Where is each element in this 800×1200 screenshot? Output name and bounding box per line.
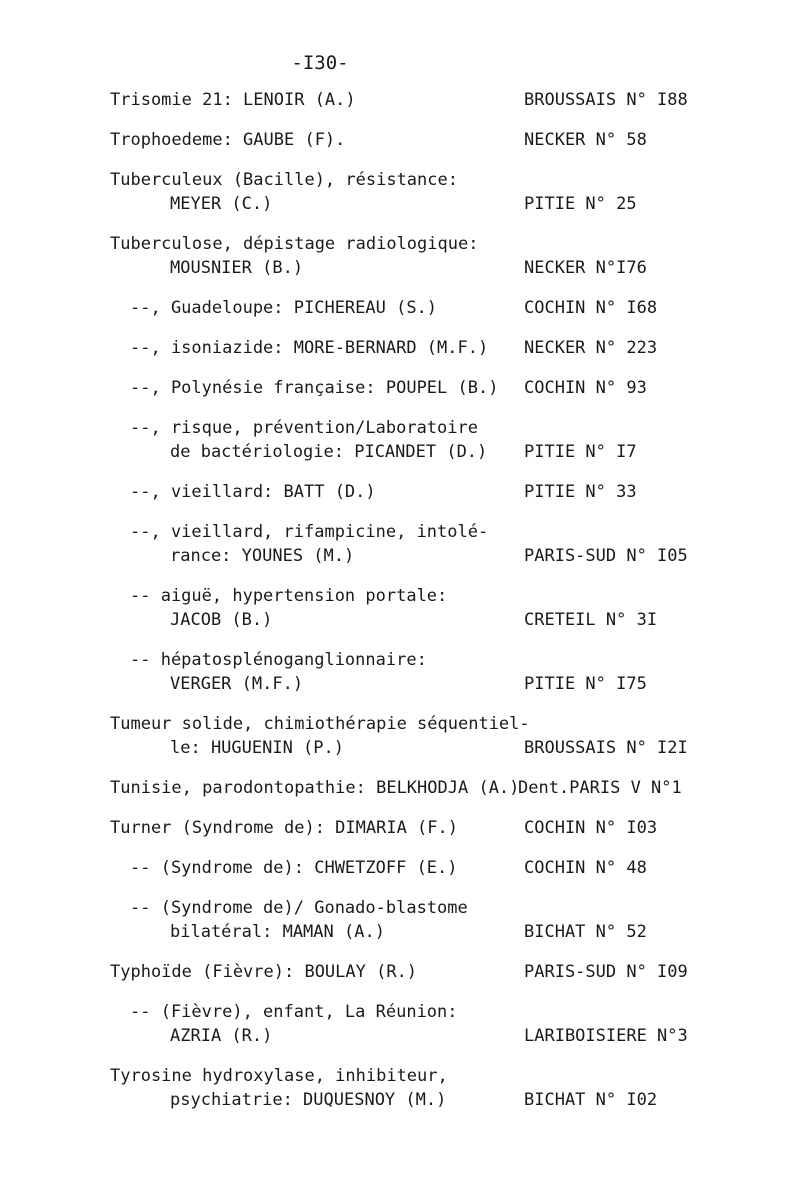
entry-text: Turner (Syndrome de): DIMARIA (F.) (110, 818, 458, 838)
index-entry (110, 376, 710, 400)
index-entry (110, 128, 710, 152)
index-entry (110, 88, 710, 112)
entry-reference: COCHIN N° I03 (524, 818, 658, 838)
entry-text: Trophoedeme: GAUBE (F). (110, 130, 346, 150)
entry-reference: PITIE N° I75 (524, 674, 647, 694)
entry-text: psychiatrie: DUQUESNOY (M.) (170, 1090, 447, 1110)
entry-reference: COCHIN N° I68 (524, 298, 658, 318)
entry-text: JACOB (B.) (170, 610, 273, 630)
entry-reference: COCHIN N° 48 (524, 858, 647, 878)
entry-text: --, risque, prévention/Laboratoire (130, 418, 478, 438)
index-entry (110, 416, 710, 464)
page-number: -I30- (291, 52, 349, 74)
entry-text: --, Guadeloupe: PICHEREAU (S.) (130, 298, 438, 318)
entry-text: Tunisie, parodontopathie: BELKHODJA (A.) (110, 778, 520, 798)
index-entry (110, 584, 710, 632)
index-entry (110, 168, 710, 216)
entry-text: AZRIA (R.) (170, 1026, 273, 1046)
index-entry (110, 776, 710, 800)
index-entry (110, 480, 710, 504)
entry-text: Tuberculeux (Bacille), résistance: (110, 170, 458, 190)
entry-text: VERGER (M.F.) (170, 674, 304, 694)
entry-reference: PITIE N° 33 (524, 482, 637, 502)
entry-reference: BICHAT N° 52 (524, 922, 647, 942)
index-entry (110, 520, 710, 568)
entry-text: --, isoniazide: MORE-BERNARD (M.F.) (130, 338, 489, 358)
entry-reference: PITIE N° I7 (524, 442, 637, 462)
index-entry (110, 856, 710, 880)
entry-text: Tuberculose, dépistage radiologique: (110, 234, 479, 254)
index-entry (110, 1000, 710, 1048)
entry-reference: LARIBOISIERE N°3 (524, 1026, 688, 1046)
entry-text: Typhoïde (Fièvre): BOULAY (R.) (110, 962, 418, 982)
entry-reference: BROUSSAIS N° I88 (524, 90, 688, 110)
entry-text: rance: YOUNES (M.) (170, 546, 355, 566)
index-entry (110, 232, 710, 280)
entry-text: Trisomie 21: LENOIR (A.) (110, 90, 356, 110)
entry-reference: NECKER N° 58 (524, 130, 647, 150)
entry-reference: Dent.PARIS V N°1 (518, 778, 682, 798)
entry-text: --, vieillard, rifampicine, intolé- (130, 522, 489, 542)
index-entry (110, 648, 710, 696)
entry-text: MEYER (C.) (170, 194, 273, 214)
index-entry (110, 296, 710, 320)
entry-text: Tumeur solide, chimiothérapie séquentiel- (110, 714, 530, 734)
entry-text: -- (Syndrome de)/ Gonado-blastome (130, 898, 468, 918)
entry-reference: BROUSSAIS N° I2I (524, 738, 688, 758)
entry-reference: PITIE N° 25 (524, 194, 637, 214)
entry-reference: PARIS-SUD N° I09 (524, 962, 688, 982)
index-entry (110, 816, 710, 840)
index-entry (110, 960, 710, 984)
entry-reference: NECKER N° 223 (524, 338, 658, 358)
entry-text: -- (Syndrome de): CHWETZOFF (E.) (130, 858, 458, 878)
entry-reference: BICHAT N° I02 (524, 1090, 658, 1110)
entry-text: MOUSNIER (B.) (170, 258, 304, 278)
entry-text: --, vieillard: BATT (D.) (130, 482, 376, 502)
entry-text: le: HUGUENIN (P.) (170, 738, 344, 758)
index-entry (110, 336, 710, 360)
entry-reference: CRETEIL N° 3I (524, 610, 658, 630)
index-entry (110, 1064, 710, 1112)
entry-text: -- hépatosplénoganglionnaire: (130, 650, 427, 670)
entry-text: --, Polynésie française: POUPEL (B.) (130, 378, 499, 398)
entry-text: Tyrosine hydroxylase, inhibiteur, (110, 1066, 448, 1086)
entry-text: -- aiguë, hypertension portale: (130, 586, 448, 606)
entry-text: -- (Fièvre), enfant, La Réunion: (130, 1002, 458, 1022)
index-entry (110, 896, 710, 944)
entry-text: bilatéral: MAMAN (A.) (170, 922, 385, 942)
index-entry (110, 712, 710, 760)
index-entries (110, 88, 710, 1128)
entry-text: de bactériologie: PICANDET (D.) (170, 442, 488, 462)
entry-reference: COCHIN N° 93 (524, 378, 647, 398)
entry-reference: NECKER N°I76 (524, 258, 647, 278)
entry-reference: PARIS-SUD N° I05 (524, 546, 688, 566)
